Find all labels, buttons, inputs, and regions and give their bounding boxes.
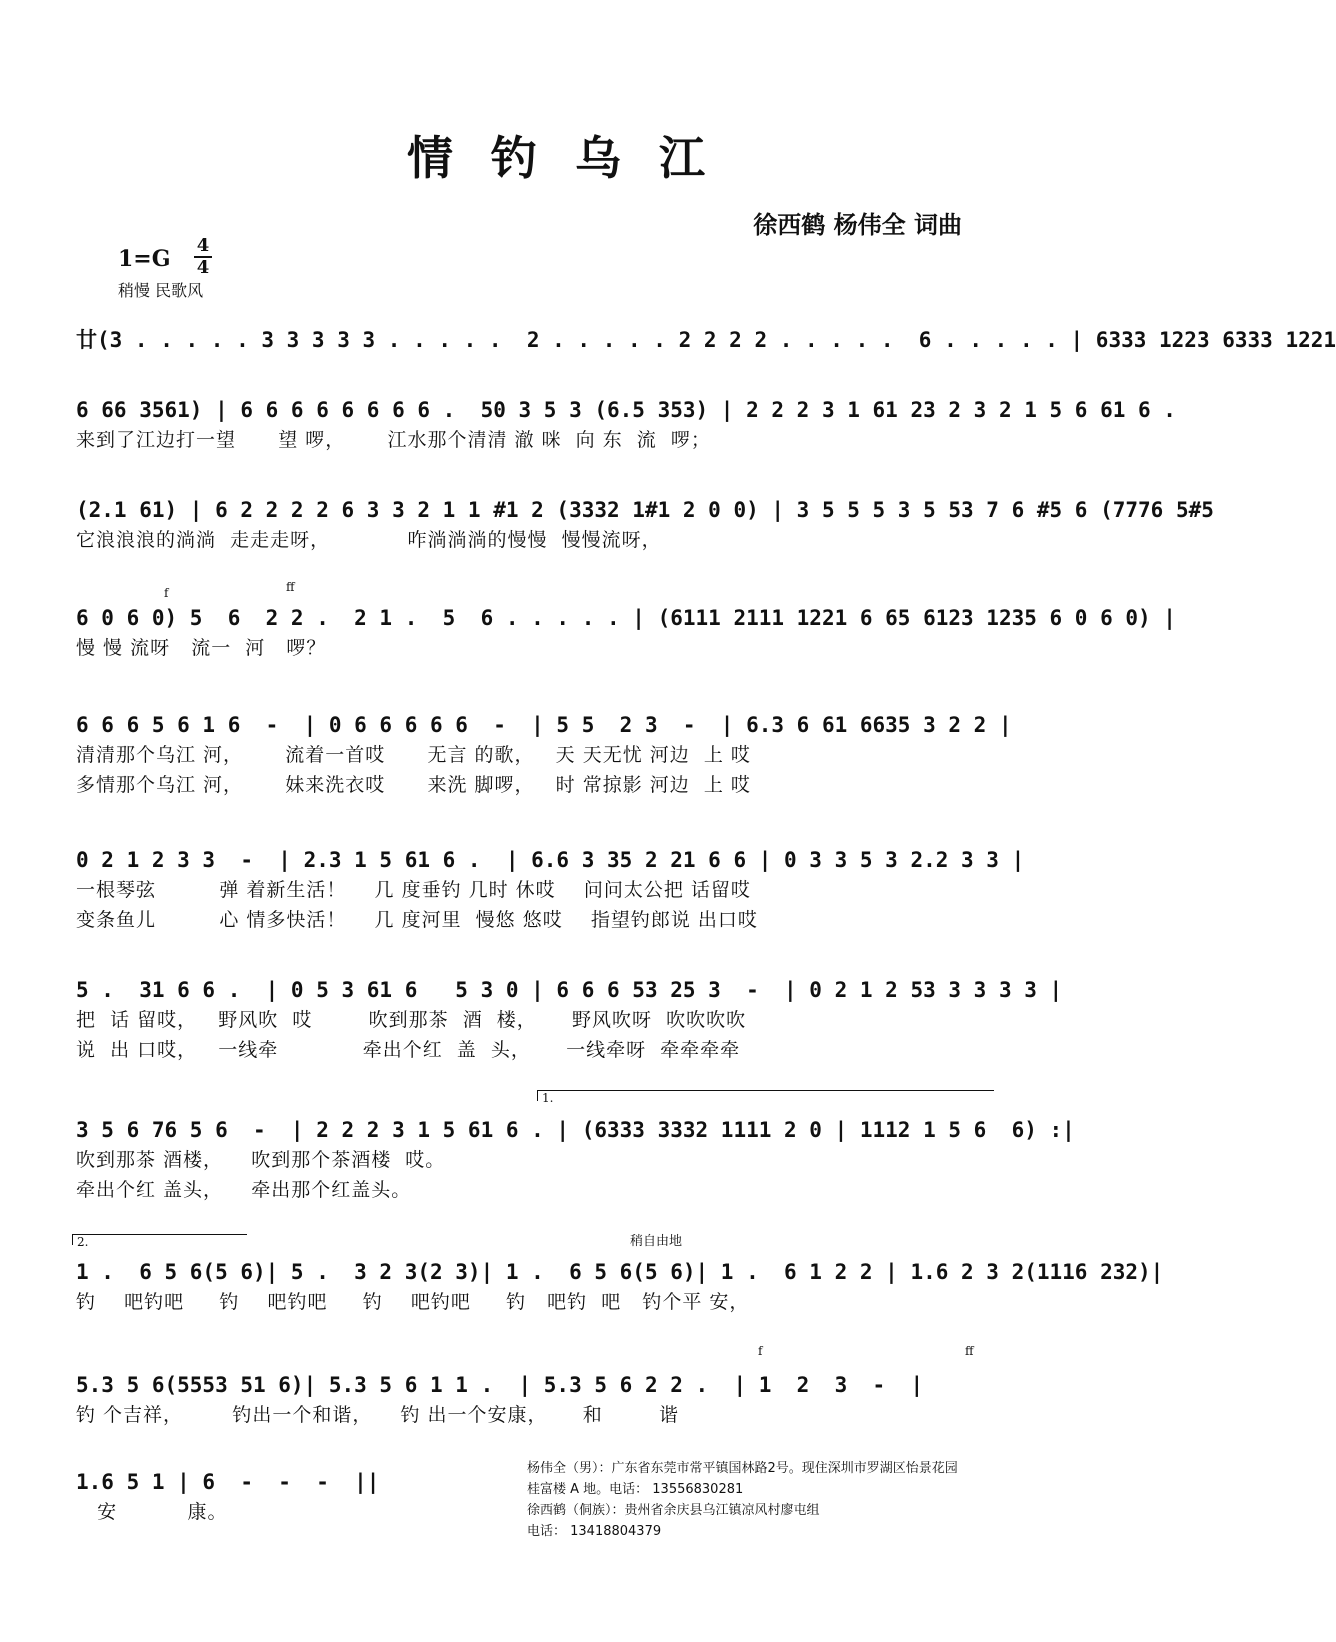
lyric-line: 清清那个乌江 河， 流着一首哎 无言 的歌， 天 天无忧 河边 上 哎 xyxy=(76,744,751,766)
contact-info xyxy=(527,1458,1007,1542)
volta-first-ending: 1. xyxy=(537,1090,994,1101)
free-tempo-marking: 稍自由地 xyxy=(630,1234,683,1249)
lyric-line: 变条鱼儿 心 情多快活！ 几 度河里 慢悠 悠哎 指望钓郎说 出口哎 xyxy=(76,909,758,931)
notes: 0 2 1 2 3 3 - | 2.3 1 5 61 6 . | 6.6 3 35 2 21 6 6 | 0 3 3 5 3 2.2 3 3 | xyxy=(76,848,1025,872)
notes: 6 66 3561) | 6 6 6 6 6 6 6 6 . 50 3 5 3 (6.5 353) | 2 2 2 3 1 61 23 2 3 2 1 5 6 61 6 . xyxy=(76,398,1176,422)
notes: 6 0 6 0) 5 6 2 2 . 2 1 . 5 6 . . . . . | (6111 2111 1221 6 65 6123 1235 6 0 6 0) | xyxy=(76,606,1176,630)
lyric-line: 多情那个乌江 河， 妹来洗衣哎 来洗 脚啰， 时 常掠影 河边 上 哎 xyxy=(76,774,751,796)
score-row-7 xyxy=(76,1115,1075,1205)
score-row-8 xyxy=(76,1257,1164,1317)
lyric-line: 钓 个吉祥， 钓出一个和谐， 钓 出一个安康， 和 谐 xyxy=(76,1404,680,1426)
time-signature xyxy=(190,237,216,277)
score-row-6 xyxy=(76,975,1063,1065)
notes: 5 . 31 6 6 . | 0 5 3 61 6 5 3 0 | 6 6 6 53 25 3 - | 0 2 1 2 53 3 3 3 3 | xyxy=(76,978,1063,1002)
score-row-0 xyxy=(76,325,1336,355)
tempo-marking: 稍慢 民歌风 xyxy=(118,281,204,300)
key-signature: 1=G xyxy=(118,246,171,272)
score-row-9 xyxy=(76,1370,996,1430)
notes: (2.1 61) | 6 2 2 2 2 6 3 3 2 1 1 #1 2 (3332 1#1 2 0 0) | 3 5 5 5 3 5 53 7 6 #5 6 (7776 5#5 xyxy=(76,498,1214,522)
score-row-3 xyxy=(76,603,1176,663)
lyric-line: 来到了江边打一望 望 啰， 江水那个清清 澈 咪 向 东 流 啰； xyxy=(76,429,711,451)
score-row-4 xyxy=(76,710,1012,800)
lyric-line: 钓 吧钓吧 钓 吧钓吧 钓 吧钓吧 钓 吧钓 吧 钓个平 安， xyxy=(76,1291,750,1313)
lyric-line: 一根琴弦 弹 着新生活！ 几 度垂钓 几时 休哎 问问太公把 话留哎 xyxy=(76,879,751,901)
score-row-5 xyxy=(76,845,1025,935)
lyric-line: 吹到那茶 酒楼， 吹到那个茶酒楼 哎。 xyxy=(76,1149,446,1171)
lyric-line: 它浪浪浪的淌淌 走走走呀， 咋淌淌淌的慢慢 慢慢流呀， xyxy=(76,529,662,551)
notes: 5.3 5 6(5553 51 6)| 5.3 5 6 1 1 . | 5.3 5 6 2 2 . | 1 2 3 - | xyxy=(76,1373,924,1397)
lyric-line: 慢 慢 流呀 流一 河 啰？ xyxy=(76,637,327,659)
notes: 6 6 6 5 6 1 6 - | 0 6 6 6 6 6 - | 5 5 2 3 - | 6.3 6 61 6635 3 2 2 | xyxy=(76,713,1012,737)
lyric-line: 牵出个红 盖头， 牵出那个红盖头。 xyxy=(76,1179,412,1201)
contact-line: 杨伟全（男）：广东省东莞市常平镇国林路2号。现住深圳市罗湖区怡景花园 xyxy=(527,1461,958,1476)
dynamic-marking: f xyxy=(758,1344,763,1358)
time-signature-bottom: 4 xyxy=(196,257,210,278)
lyric-line: 说 出 口哎， 一线牵 牵出个红 盖 头， 一线牵呀 牵牵牵牵 xyxy=(76,1039,741,1061)
lyric-line: 把 话 留哎， 野风吹 哎 吹到那茶 酒 楼， 野风吹呀 吹吹吹吹 xyxy=(76,1009,747,1031)
contact-line: 电话： 13418804379 xyxy=(527,1524,662,1539)
contact-line: 徐西鹤（侗族）：贵州省余庆县乌江镇凉风村廖屯组 xyxy=(527,1503,820,1518)
volta-second-ending: 2. xyxy=(72,1234,247,1245)
authors: 徐西鹤 杨伟全 词曲 xyxy=(753,210,962,239)
score-row-1 xyxy=(76,395,1176,455)
lyric-line: 安 康。 xyxy=(76,1501,228,1523)
notes: 1 . 6 5 6(5 6)| 5 . 3 2 3(2 3)| 1 . 6 5 6(5 6)| 1 . 6 1 2 2 | 1.6 2 3 2(1116 232)| xyxy=(76,1260,1164,1284)
dynamic-marking: f xyxy=(164,586,169,600)
contact-line: 桂富楼 A 地。电话： 13556830281 xyxy=(527,1482,744,1497)
dynamic-marking: ff xyxy=(965,1344,974,1358)
song-title: 情钓乌江 xyxy=(407,131,743,185)
notes: 3 5 6 76 5 6 - | 2 2 2 3 1 5 61 6 . | (6333 3332 1111 2 0 | 1112 1 5 6 6) :| xyxy=(76,1118,1075,1142)
time-signature-top: 4 xyxy=(196,235,210,256)
score-row-2 xyxy=(76,495,1214,555)
notes: 1.6 5 1 | 6 - - - || xyxy=(76,1470,380,1494)
notes: 廿(3 . . . . . 3 3 3 3 3 . . . . . 2 . . . . . 2 2 2 2 . . . . . 6 . . . . . | 6333 1223 6333 1221 xyxy=(76,328,1336,352)
dynamic-marking: ff xyxy=(286,580,295,594)
score-row-10 xyxy=(76,1467,516,1527)
